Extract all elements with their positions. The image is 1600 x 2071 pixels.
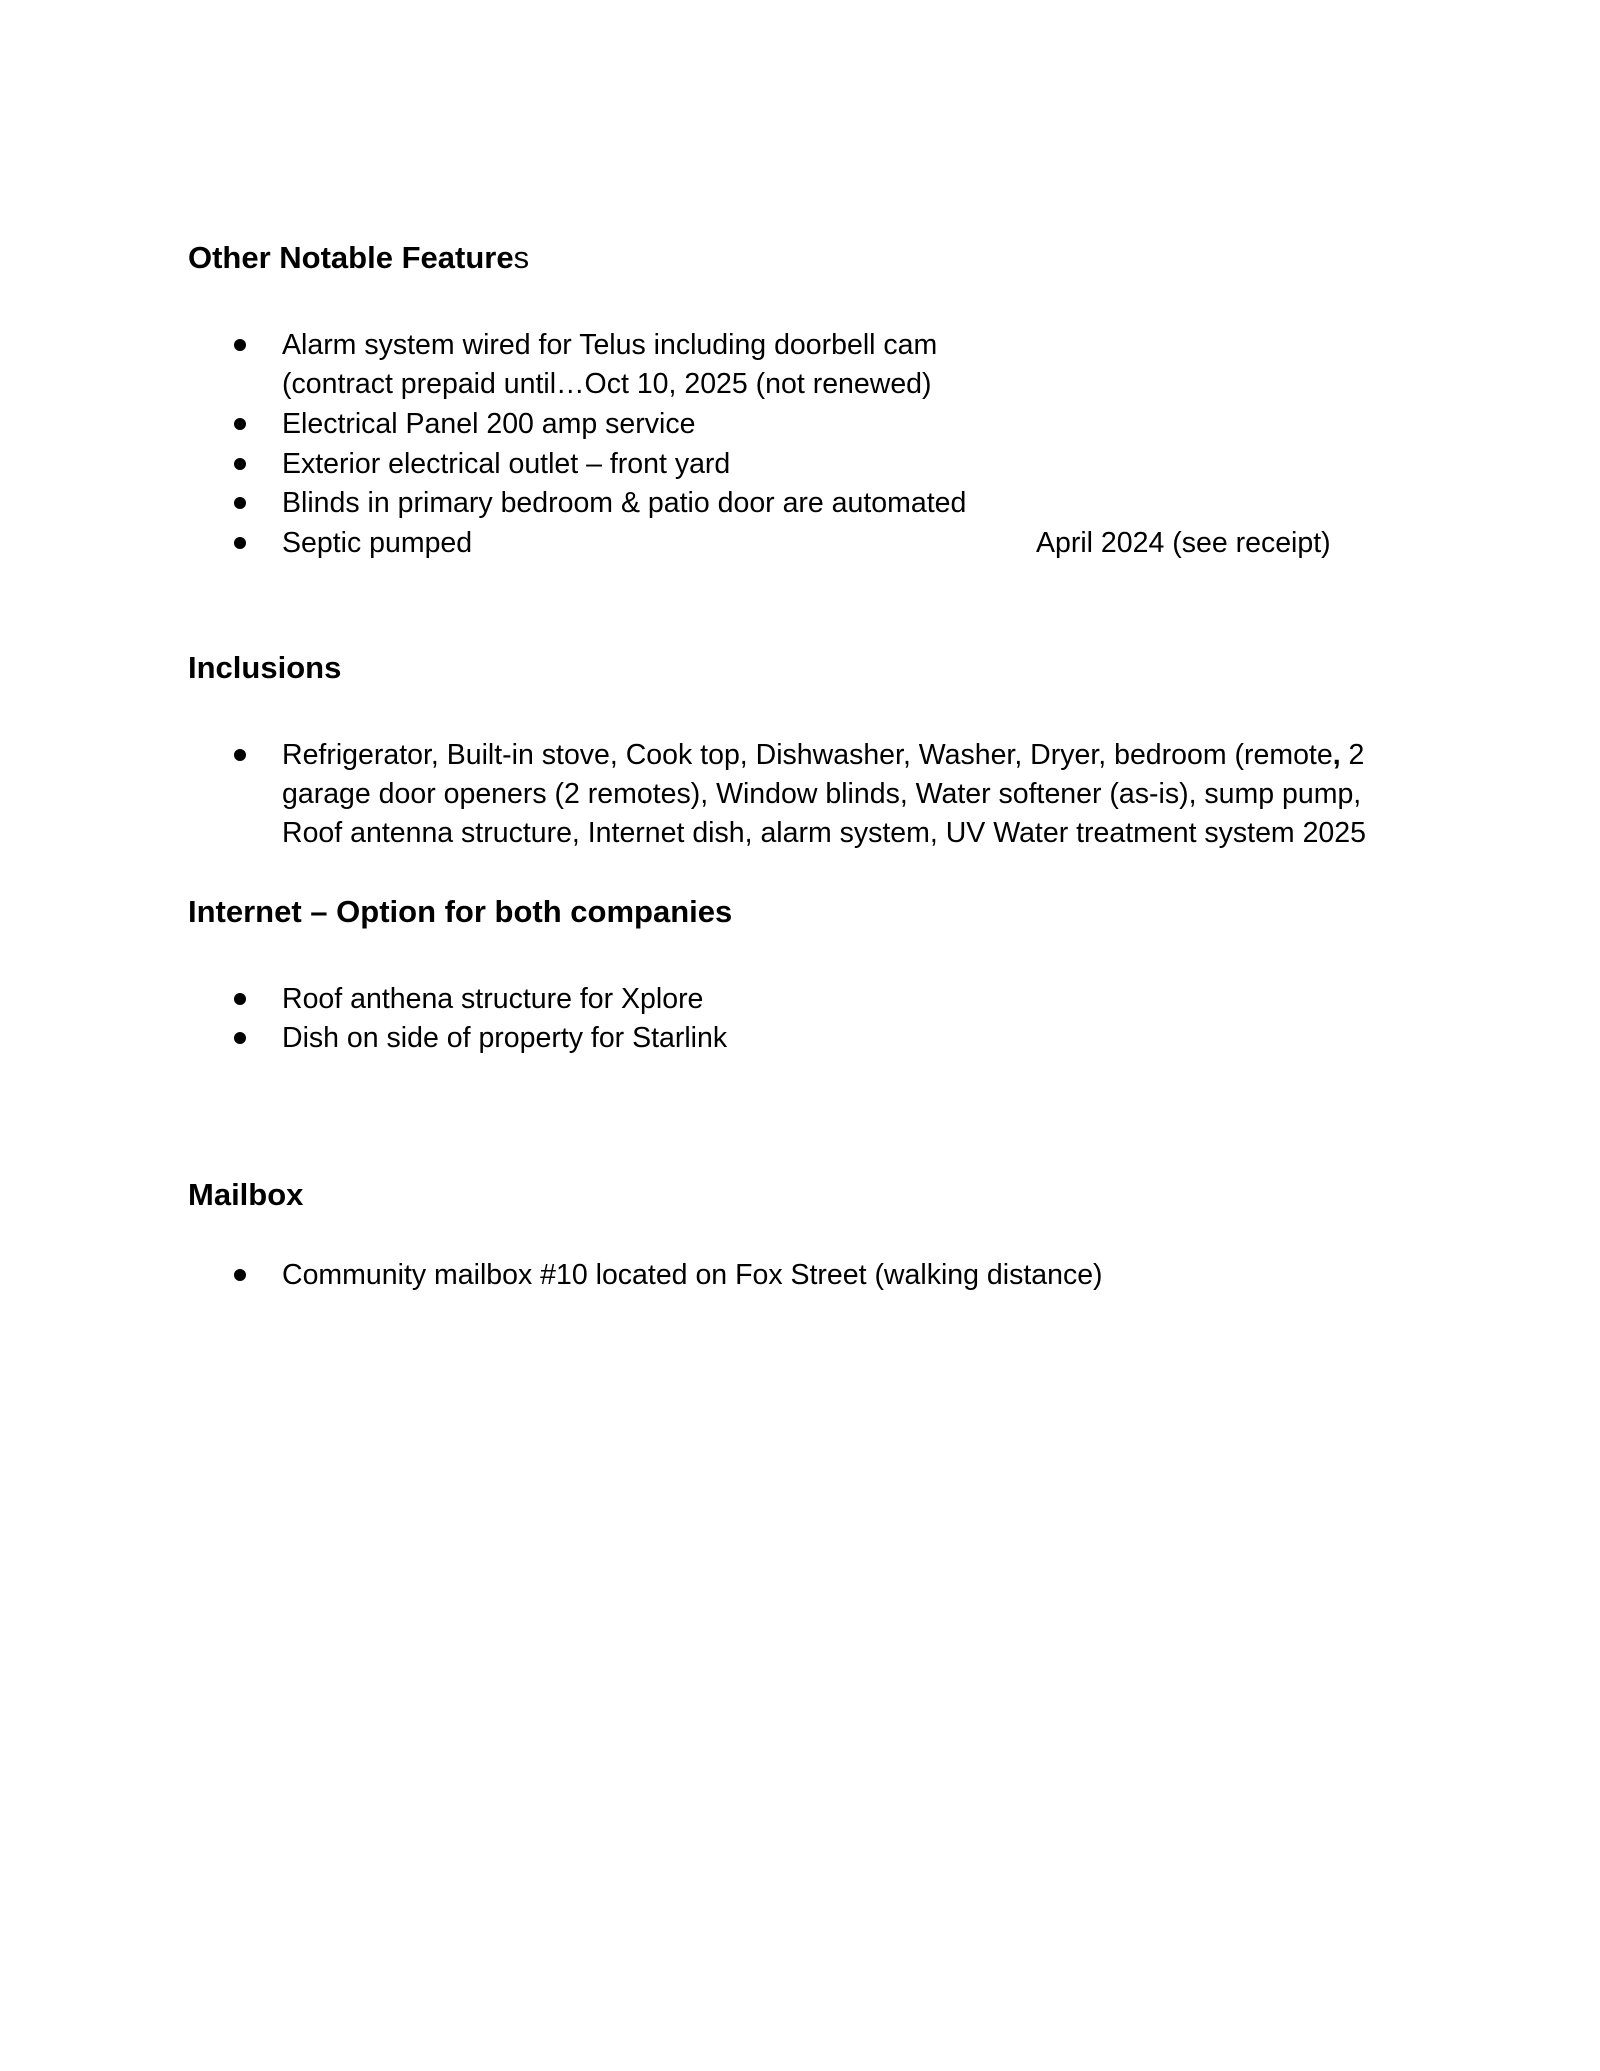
bullet-icon	[234, 458, 246, 470]
heading-tail: s	[513, 240, 530, 275]
electrical-panel-text: Electrical Panel 200 amp service	[282, 408, 696, 440]
mailbox-text: Community mailbox #10 located on Fox Street (walking distance)	[282, 1259, 1103, 1291]
xplore-text: Roof anthena structure for Xplore	[282, 983, 704, 1015]
inclusions-line-1-bold: ,	[1332, 739, 1341, 771]
bullet-icon	[234, 497, 246, 509]
exterior-outlet-text: Exterior electrical outlet – front yard	[282, 448, 731, 480]
inclusions-line-1-post: 2	[1340, 739, 1365, 771]
inclusions-line-3: Roof antenna structure, Internet dish, alarm system, UV Water treatment system 2025	[282, 817, 1366, 849]
bullet-icon	[234, 339, 246, 351]
heading-inclusions: Inclusions	[188, 650, 342, 685]
bullet-icon	[234, 993, 246, 1005]
inclusions-line-1-pre: Refrigerator, Built-in stove, Cook top, Dishwasher, Washer, Dryer, bedroom (remote	[282, 739, 1333, 771]
alarm-line-2: (contract prepaid until…Oct 10, 2025 (not renewed)	[282, 368, 932, 400]
blinds-text: Blinds in primary bedroom & patio door are automated	[282, 487, 967, 519]
alarm-text	[282, 326, 937, 404]
bullet-icon	[234, 537, 246, 549]
bullet-icon	[234, 418, 246, 430]
septic-text: Septic pumped	[282, 527, 473, 559]
bullet-icon	[234, 1032, 246, 1044]
inclusions-line-2: garage door openers (2 remotes), Window blinds, Water softener (as-is), sump pump,	[282, 778, 1362, 810]
inclusions-text	[282, 736, 1366, 853]
inclusions-line-1	[282, 736, 1366, 775]
alarm-line-1: Alarm system wired for Telus including doorbell cam	[282, 329, 938, 361]
septic-date: April 2024 (see receipt)	[1036, 527, 1331, 559]
bullet-icon	[234, 749, 246, 761]
heading-main: Other Notable Feature	[188, 240, 514, 275]
heading-mailbox: Mailbox	[188, 1177, 304, 1212]
bullet-icon	[234, 1269, 246, 1281]
heading-internet: Internet – Option for both companies	[188, 894, 733, 929]
starlink-text: Dish on side of property for Starlink	[282, 1022, 728, 1054]
heading-other-notable-features	[188, 238, 529, 278]
